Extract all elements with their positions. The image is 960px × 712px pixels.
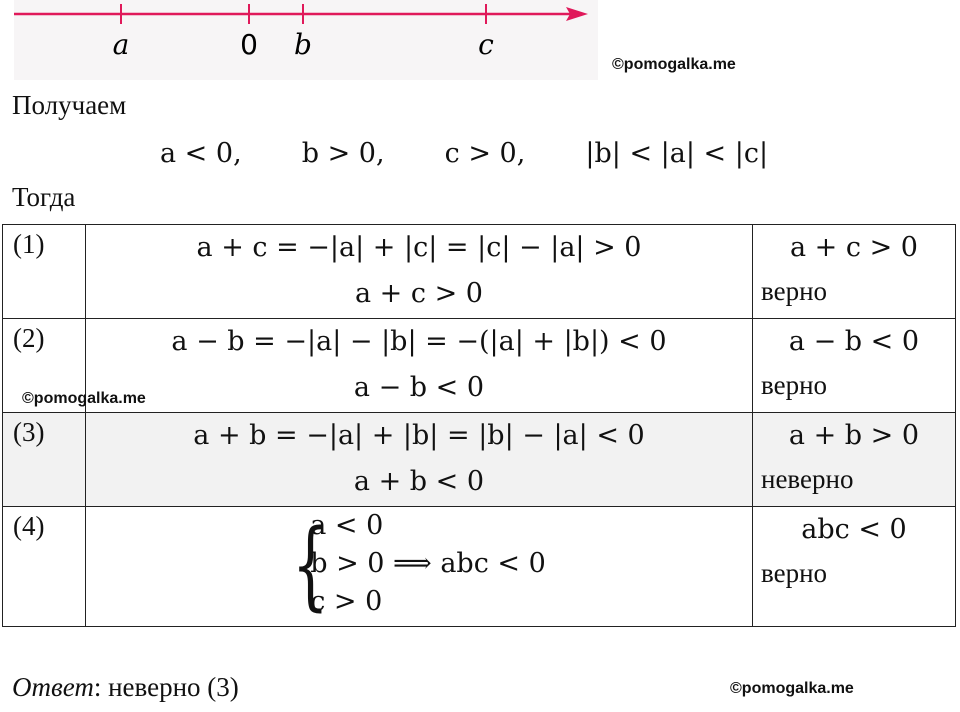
verdict-text: верно (761, 276, 828, 306)
system-line: b > 0 ⟹ abc < 0 (310, 548, 546, 579)
intro-text: Получаем (12, 90, 127, 120)
derivation-line: a − b = −|a| − |b| = −(|a| + |b|) < 0 (171, 326, 667, 357)
row-number: (3) (3, 413, 86, 507)
answer-line (12, 672, 239, 703)
row-derivation (86, 225, 753, 319)
conditions-formula: a < 0, b > 0, c > 0, |b| < |a| < |c| (160, 138, 769, 169)
row-derivation (86, 319, 753, 413)
row-result (753, 507, 956, 627)
table-row (3, 225, 956, 319)
tick-label-b: b (294, 28, 312, 61)
claim-expression: a + b > 0 (788, 420, 920, 451)
system-line: a < 0 (310, 510, 384, 541)
row-number: (4) (3, 507, 86, 627)
watermark-bottom: ©pomogalka.me (730, 680, 854, 697)
verdict-text: верно (761, 370, 828, 400)
tick-label-zero: 0 (240, 28, 258, 61)
derivation-result: a + b < 0 (353, 466, 485, 497)
row-number: (1) (3, 225, 86, 319)
left-brace-icon: { (292, 509, 329, 621)
solution-table (2, 224, 956, 627)
table-row (3, 507, 956, 627)
derivation-result: a − b < 0 (353, 372, 485, 403)
claim-expression: abc < 0 (801, 514, 907, 545)
number-line-figure (14, 0, 598, 80)
tick-label-a: a (112, 28, 130, 61)
derivation-line: a + c = −|a| + |c| = |c| − |a| > 0 (196, 232, 642, 263)
table-row (3, 413, 956, 507)
claim-expression: a − b < 0 (788, 326, 920, 357)
row-result (753, 413, 956, 507)
row-number: (2) (3, 319, 86, 413)
tick-label-c: c (478, 28, 494, 61)
watermark-middle: ©pomogalka.me (22, 390, 146, 407)
answer-text: : неверно (3) (93, 672, 239, 702)
derivation-result: a + c > 0 (355, 278, 483, 309)
then-text: Тогда (12, 182, 76, 212)
row-result (753, 225, 956, 319)
row-derivation (86, 507, 753, 627)
verdict-text: верно (761, 558, 828, 588)
watermark-top: ©pomogalka.me (612, 56, 736, 73)
system-line: c > 0 (310, 586, 383, 617)
row-result (753, 319, 956, 413)
equation-system (292, 507, 546, 621)
verdict-text: неверно (761, 464, 854, 494)
answer-label: Ответ (12, 672, 94, 702)
row-derivation (86, 413, 753, 507)
claim-expression: a + c > 0 (790, 232, 918, 263)
derivation-line: a + b = −|a| + |b| = |b| − |a| < 0 (193, 420, 645, 451)
